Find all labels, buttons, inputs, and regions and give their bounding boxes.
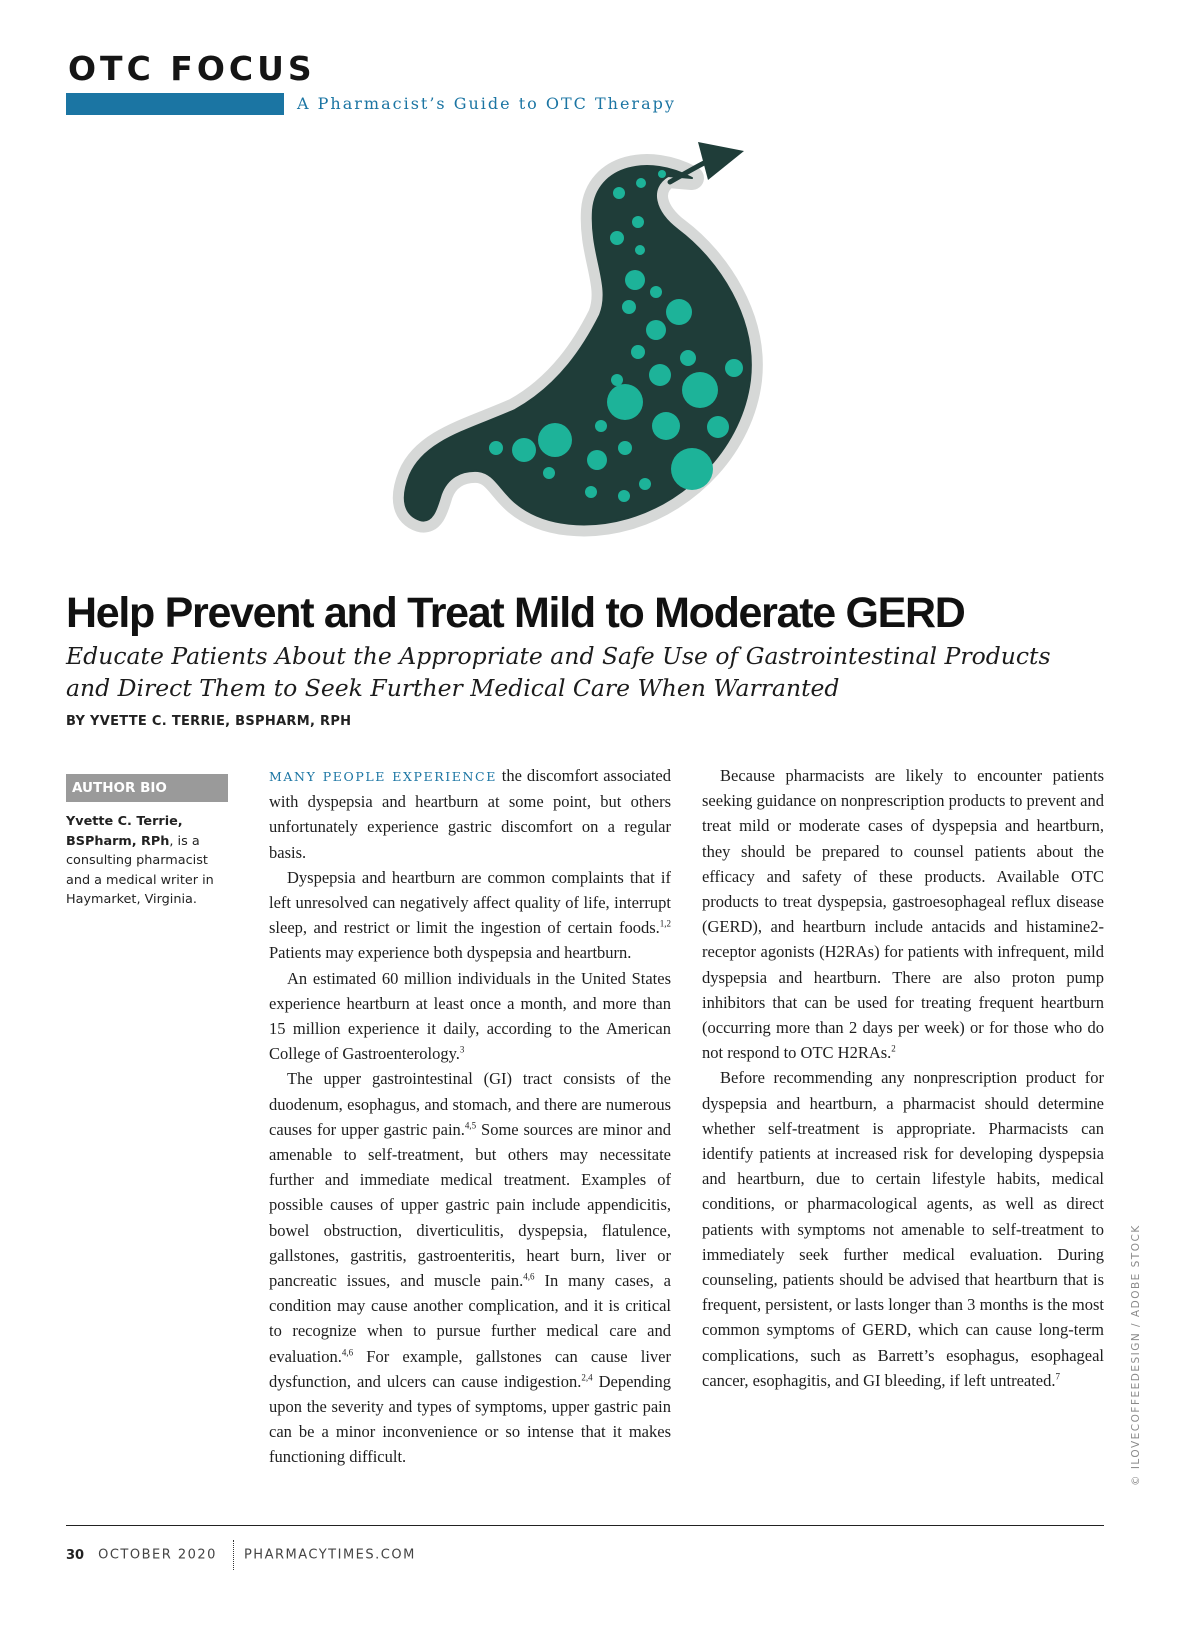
section-tagline: A Pharmacist’s Guide to OTC Therapy: [297, 94, 676, 113]
reference-mark: 1,2: [659, 918, 671, 929]
reference-mark: 4,5: [464, 1120, 477, 1131]
dek-line-2: and Direct Them to Seek Further Medical Care When Warranted: [66, 674, 840, 702]
body-paragraph: An estimated 60 million individuals in the United States experience heartburn at least once a month, and more than 15 million experience it daily, according to the American College of Gastroenterology.$^3$: [269, 968, 671, 1064]
body-paragraph: Because pharmacists are likely to encounter patients seeking guidance on nonprescription products to prevent and treat mild or moderate cases of dyspepsia and heartburn, they should be prepared to counsel patients about the efficacy and safety of these products. Available OTC products to treat dyspepsia, gastroesophageal reflux disease (GERD), and heartburn include antacids and histamine2-receptor agonists (H2RAs) for patients with infrequent, mild dyspepsia and heartburn. There are also proton pump inhibitors that can be used for treating frequent heartburn (occurring more than 2 days per week) or for those who do not respond to OTC H2RAs.$^2$: [702, 766, 1104, 1063]
reference-mark: 2: [891, 1043, 896, 1054]
stomach-reflux-illustration-icon: [0, 0, 1200, 560]
page-footer: [66, 1540, 416, 1570]
body-paragraph: The upper gastrointestinal (GI) tract consists of the duodenum, esophagus, and stomach, and there are numerous causes for upper gastric pain.$^{4,5}$ Some sources are minor and amenable to self-treatment, but others may necessitate further and immediate medical treatment. Examples of possible causes of upper gastric pain include appendicitis, bowel obstruction, diverticulitis, dyspepsia, flatulence, gallstones, gastritis, gastroenteritis, heart burn, liver or pancreatic issues, and muscle pain.$^{4,6}$ In many cases, a condition may cause another complication, and it is critical to recognize when to pursue further medical care and evaluation.$^{4,6}$ For example, gallstones can cause liver dysfunction, and ulcers can cause indigestion.$^{2,4}$ Depending upon the severity and types of symptoms, upper gastric pain can be a minor inconvenience or so intense that it makes functioning difficult.: [269, 1069, 671, 1467]
footer-rule: [66, 1525, 1104, 1526]
body-paragraph: MANY PEOPLE EXPERIENCE the discomfort associated with dyspepsia and heartburn at some point, but others unfortunately experience gastric discomfort on a regular basis.: [269, 766, 671, 862]
article-title: Help Prevent and Treat Mild to Moderate GERD: [66, 589, 965, 637]
page-number: 30: [66, 1547, 85, 1563]
body-column-2: [702, 763, 1104, 1393]
issue-date: OCTOBER 2020: [98, 1547, 217, 1563]
reference-mark: 2,4: [581, 1372, 593, 1383]
reference-mark: 3: [459, 1044, 465, 1055]
body-paragraph: Before recommending any nonprescription product for dyspepsia and heartburn, a pharmacist should determine whether self-treatment is appropriate. Pharmacists can identify patients at increased risk for developing dyspepsia and heartburn, due to certain lifestyle habits, medical conditions, or pharmacological agents, as well as direct patients with symptoms not amenable to self-treatment to immediately seek further medical evaluation. During counseling, patients should be advised that heartburn that is frequent, persistent, or lasts longer than 3 months is the most common symptoms of GERD, which can cause long-term complications, such as Barrett’s esophagus, esophageal cancer, esophagitis, and GI bleeding, if left untreated.$^7$: [702, 1068, 1104, 1390]
lead-in: MANY PEOPLE EXPERIENCE: [269, 769, 497, 784]
dek-line-1: Educate Patients About the Appropriate and Safe Use of Gastrointestinal Products: [66, 642, 1051, 670]
author-description: , is a consulting pharmacist and a medical writer in Haymarket, Virginia.: [66, 833, 214, 907]
section-label: OTC FOCUS: [68, 49, 316, 88]
article-dek: [66, 640, 1146, 704]
footer-divider: [233, 1540, 234, 1570]
body-paragraph: Dyspepsia and heartburn are common complaints that if left unresolved can negatively affect quality of life, interrupt sleep, and restrict or limit the ingestion of certain foods.$^{1,2}$ Patients may experience both dyspepsia and heartburn.: [269, 867, 671, 963]
byline: BY YVETTE C. TERRIE, BSPHARM, RPH: [66, 714, 352, 729]
body-column-1: [269, 763, 671, 1470]
author-bio-text: [66, 812, 228, 910]
author-bio: [66, 774, 228, 910]
reference-mark: 7: [1055, 1371, 1060, 1382]
photo-credit: © ILOVECOFFEEDESIGN / ADOBE STOCK: [1130, 1224, 1142, 1486]
author-bio-header: AUTHOR BIO: [66, 774, 228, 802]
website-link[interactable]: PHARMACYTIMES.COM: [243, 1547, 416, 1563]
reference-mark: 4,6: [523, 1271, 535, 1282]
author-name: Yvette C. Terrie, BSPharm, RPh: [66, 814, 183, 849]
reference-mark: 4,6: [341, 1347, 354, 1358]
